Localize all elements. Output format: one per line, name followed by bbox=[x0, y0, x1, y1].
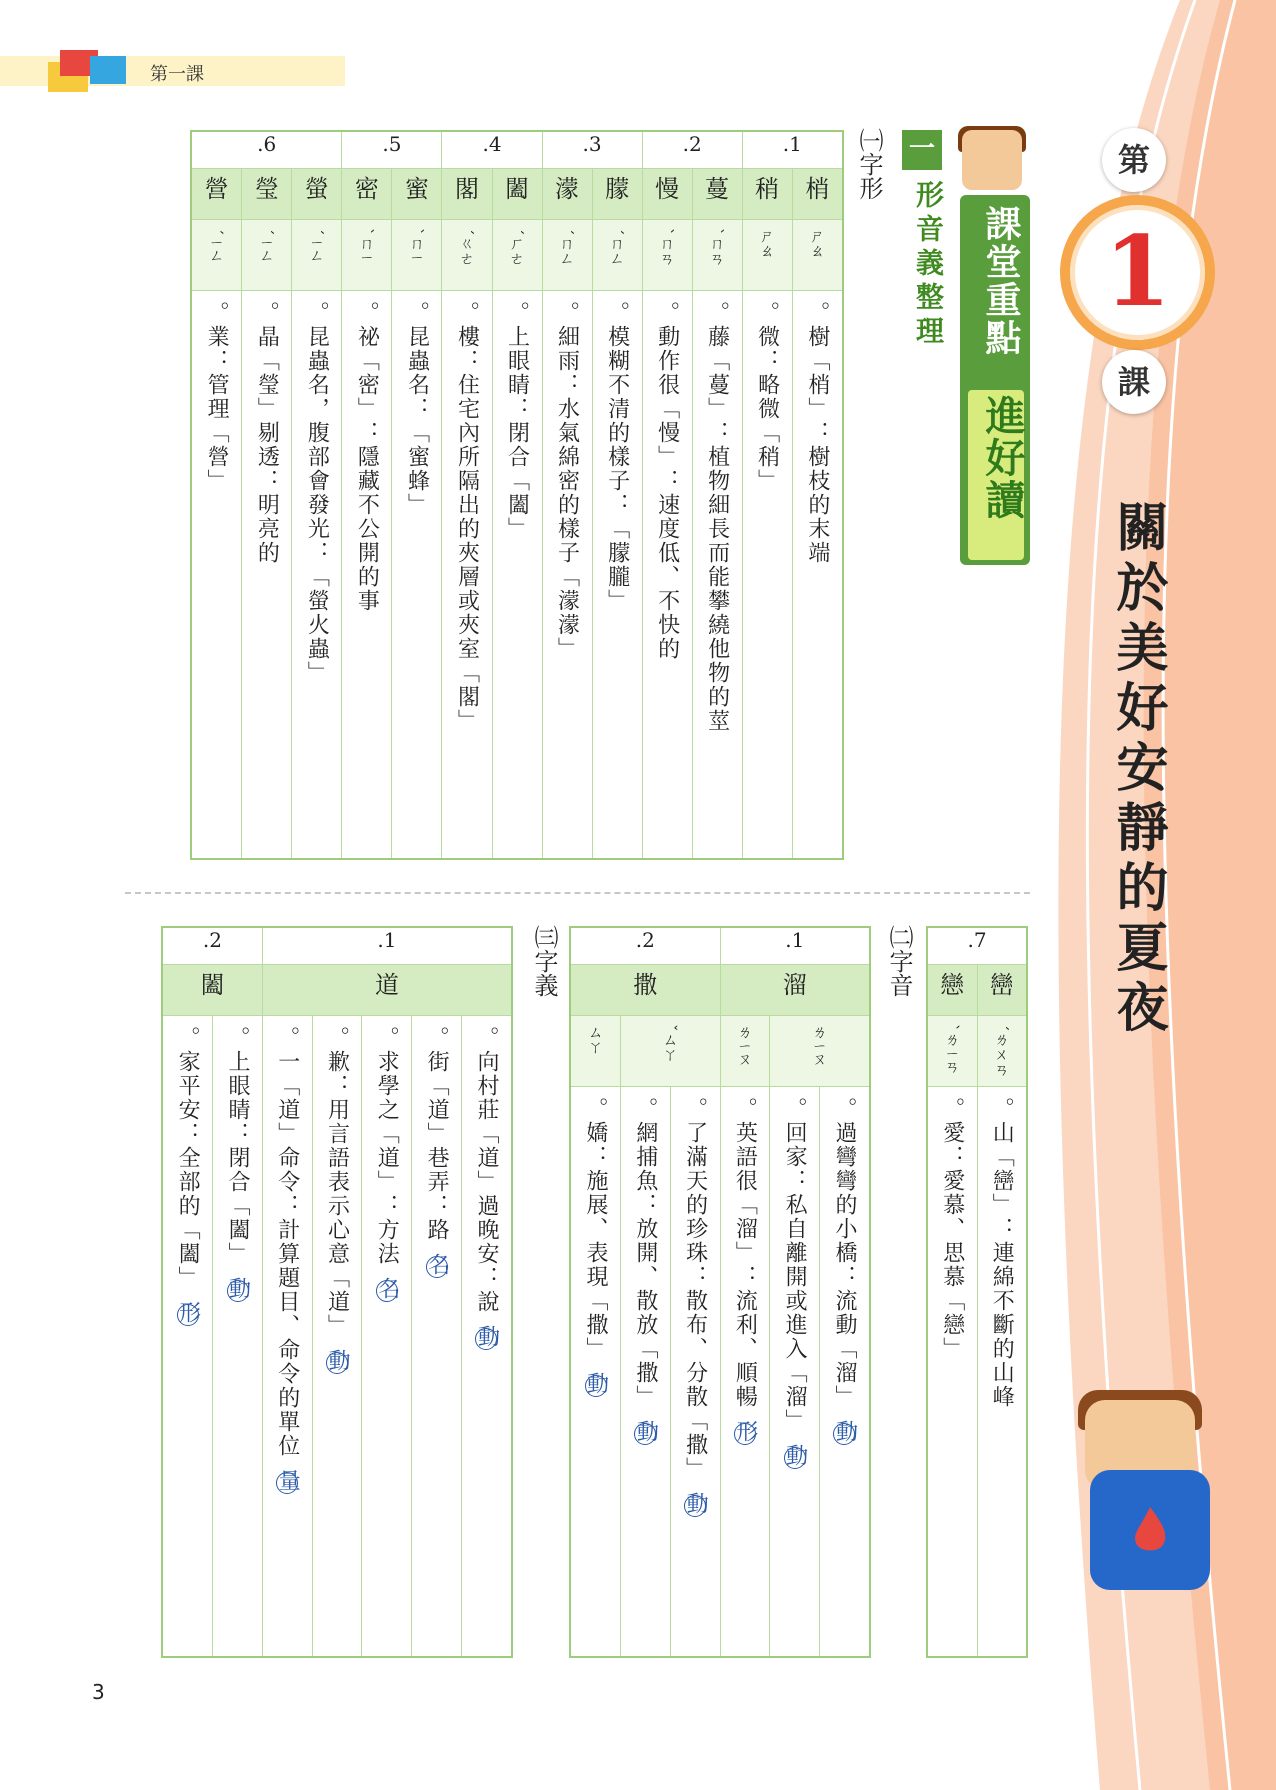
group-number: 3. bbox=[542, 131, 642, 169]
zhuyin: ㄇㄢˋ bbox=[707, 228, 726, 266]
zhuyin: ㄌㄧㄡ bbox=[735, 1024, 754, 1066]
character-cell: 密 bbox=[342, 169, 392, 220]
group-number: 2. bbox=[162, 927, 262, 965]
character-cell: 蜜 bbox=[392, 169, 442, 220]
example-text: 「蜜蜂」：昆蟲名。 bbox=[404, 301, 430, 517]
example-text: 「溜」回家：私自離開或進入。 bbox=[782, 1097, 808, 1433]
title-di: 第 bbox=[1102, 128, 1166, 192]
example-cell bbox=[720, 1087, 770, 1658]
example-cell bbox=[392, 291, 442, 860]
zhuyin: ㄍㄜˊ bbox=[457, 228, 476, 266]
example-text: 一「道」命令：計算題目、命令的單位。 bbox=[274, 1026, 300, 1458]
example-cell bbox=[412, 1016, 462, 1658]
group-number: 2. bbox=[642, 131, 742, 169]
group-number: 1. bbox=[742, 131, 843, 169]
zhuyin: ㄙㄚˇ bbox=[660, 1024, 679, 1062]
example-cell bbox=[262, 1016, 312, 1658]
character-cell: 闔 bbox=[162, 965, 262, 1016]
character-cell: 道 bbox=[262, 965, 512, 1016]
zixing-table-7 bbox=[926, 926, 1028, 1658]
part-of-speech-badge: 動 bbox=[683, 1492, 709, 1516]
example-cell bbox=[292, 291, 342, 860]
character-cell: 蔓 bbox=[692, 169, 742, 220]
example-cell bbox=[819, 1087, 870, 1658]
zhuyin-cell bbox=[542, 220, 592, 291]
zhuyin: ㄇㄢˋ bbox=[657, 228, 676, 266]
divider bbox=[125, 892, 1030, 894]
example-text: 「螢火蟲」：昆蟲名，腹部會發光。 bbox=[304, 301, 330, 685]
character-cell: 稍 bbox=[742, 169, 792, 220]
zhuyin-cell bbox=[742, 220, 792, 291]
zhuyin-cell bbox=[692, 220, 742, 291]
example-cell bbox=[312, 1016, 362, 1658]
zhuyin-cell bbox=[191, 220, 242, 291]
example-cell bbox=[592, 291, 642, 860]
zhuyin: ㄇㄥˊ bbox=[557, 228, 576, 266]
example-text: 動作很「慢」：速度低、不快的。 bbox=[654, 301, 680, 661]
subsection-ziyin: ㈡字音 bbox=[885, 925, 913, 997]
zhuyin: ㄌㄧㄢˋ bbox=[942, 1024, 961, 1074]
zhuyin-cell bbox=[492, 220, 542, 291]
zhuyin: ㄙㄚ bbox=[586, 1024, 605, 1054]
group-number: 1. bbox=[720, 927, 870, 965]
zhuyin-cell bbox=[792, 220, 843, 291]
example-text: 樹「梢」：樹枝的末端。 bbox=[804, 301, 830, 565]
banner-title: 課堂重點 bbox=[980, 205, 1021, 357]
example-cell bbox=[621, 1087, 671, 1658]
example-text: 「溜」過彎彎的小橋：流動。 bbox=[831, 1097, 857, 1409]
example-text: 「稍」微：略微。 bbox=[754, 301, 780, 493]
zhuyin-cell bbox=[927, 1016, 977, 1087]
zhuyin-cell bbox=[342, 220, 392, 291]
group-number: 7. bbox=[927, 927, 1027, 965]
group-number: 5. bbox=[342, 131, 442, 169]
zhuyin-cell bbox=[442, 220, 492, 291]
zhuyin: ㄕㄠ bbox=[807, 228, 826, 258]
title-ke: 課 bbox=[1102, 350, 1166, 414]
example-text: 「戀」愛：愛慕、思慕。 bbox=[939, 1097, 965, 1361]
zhuyin-cell bbox=[242, 220, 292, 291]
example-cell bbox=[670, 1087, 720, 1658]
example-cell bbox=[492, 291, 542, 860]
character-cell: 朦 bbox=[592, 169, 642, 220]
example-text: 「撒」嬌：施展、表現。 bbox=[583, 1097, 609, 1361]
part-of-speech-badge: 動 bbox=[633, 1420, 659, 1444]
example-cell bbox=[162, 1016, 213, 1658]
zhuyin: ㄇㄥˊ bbox=[607, 228, 626, 266]
flame-icon bbox=[1128, 1505, 1172, 1555]
character-cell: 瑩 bbox=[242, 169, 292, 220]
zhuyin-cell bbox=[720, 1016, 770, 1087]
zhuyin: ㄧㄥˊ bbox=[307, 228, 326, 263]
example-cell bbox=[442, 291, 492, 860]
zhuyin-cell bbox=[770, 1016, 870, 1087]
zhuyin-cell bbox=[570, 1016, 621, 1087]
character-cell: 梢 bbox=[792, 169, 843, 220]
banner-subtitle: 進好讀 bbox=[979, 395, 1025, 521]
character-cell: 戀 bbox=[927, 965, 977, 1016]
example-cell bbox=[191, 291, 242, 860]
lego-bricks-icon bbox=[48, 46, 128, 96]
group-number: 1. bbox=[262, 927, 512, 965]
character-cell: 螢 bbox=[292, 169, 342, 220]
example-text: 晶「瑩」剔透：明亮的。 bbox=[254, 301, 280, 565]
character-cell: 營 bbox=[191, 169, 242, 220]
zixing-table bbox=[190, 130, 844, 860]
example-cell bbox=[242, 291, 292, 860]
character-cell: 慢 bbox=[642, 169, 692, 220]
example-cell bbox=[642, 291, 692, 860]
page-number: 3 bbox=[92, 1680, 105, 1704]
character-cell: 撒 bbox=[570, 965, 720, 1016]
example-text: 「濛濛」細雨：水氣綿密的樣子。 bbox=[554, 301, 580, 661]
example-cell bbox=[342, 291, 392, 860]
zhuyin-cell bbox=[592, 220, 642, 291]
part-of-speech-badge: 動 bbox=[474, 1325, 500, 1349]
example-text: 街「道」巷弄：路。 bbox=[424, 1026, 450, 1242]
zhuyin: ㄌㄧㄡ bbox=[810, 1024, 829, 1066]
zhuyin: ㄇㄧˋ bbox=[357, 228, 376, 263]
lesson-title: 關於美好安靜的夏夜 bbox=[1107, 500, 1167, 1040]
example-cell bbox=[792, 291, 843, 860]
character-cell: 溜 bbox=[720, 965, 870, 1016]
example-text: 祕「密」：隱藏不公開的事。 bbox=[354, 301, 380, 613]
zhuyin: ㄕㄠ bbox=[757, 228, 776, 258]
character-cell: 閣 bbox=[442, 169, 492, 220]
part-of-speech-badge: 形 bbox=[732, 1420, 758, 1444]
example-text: 「闔」上眼睛：閉合。 bbox=[225, 1026, 250, 1266]
part-of-speech-badge: 動 bbox=[583, 1372, 609, 1396]
zhuyin: ㄌㄨㄢˊ bbox=[992, 1024, 1011, 1077]
example-cell bbox=[570, 1087, 621, 1658]
example-cell bbox=[692, 291, 742, 860]
part-of-speech-badge: 名 bbox=[424, 1253, 450, 1277]
subsection-zixing: ㈠字形 bbox=[855, 128, 883, 200]
zhuyin-cell bbox=[292, 220, 342, 291]
section-title: 形音義整理 bbox=[912, 180, 945, 350]
example-text: 向村莊「道」過晚安：說。 bbox=[473, 1026, 499, 1314]
group-number: 2. bbox=[570, 927, 720, 965]
example-cell bbox=[542, 291, 592, 860]
part-of-speech-badge: 動 bbox=[782, 1444, 808, 1468]
example-text: 「道」歉：用言語表示心意。 bbox=[324, 1026, 350, 1338]
example-cell bbox=[362, 1016, 412, 1658]
ziyi-table bbox=[161, 926, 513, 1658]
example-text: 藤「蔓」：植物細長而能攀繞他物的莖。 bbox=[704, 301, 730, 733]
example-cell bbox=[770, 1087, 820, 1658]
part-of-speech-badge: 動 bbox=[225, 1277, 251, 1301]
part-of-speech-badge: 量 bbox=[275, 1469, 301, 1493]
zhuyin-cell bbox=[621, 1016, 720, 1087]
character-cell: 巒 bbox=[977, 965, 1027, 1016]
zhuyin: ㄧㄥˊ bbox=[207, 228, 226, 263]
character-cell: 闔 bbox=[492, 169, 542, 220]
example-cell bbox=[742, 291, 792, 860]
part-of-speech-badge: 動 bbox=[832, 1420, 858, 1444]
example-cell bbox=[213, 1016, 263, 1658]
zhuyin-cell bbox=[392, 220, 442, 291]
character-cell: 濛 bbox=[542, 169, 592, 220]
example-text: 「闔」家平安：全部的。 bbox=[175, 1026, 201, 1290]
example-cell bbox=[977, 1087, 1027, 1658]
example-text: 英語很「溜」：流利、順暢。 bbox=[732, 1097, 758, 1409]
example-text: 山「巒」：連綿不斷的山峰。 bbox=[989, 1097, 1015, 1409]
subsection-ziyi: ㈢字義 bbox=[530, 925, 558, 997]
zhuyin: ㄇㄧˋ bbox=[407, 228, 426, 263]
example-text: 「營」業：管理。 bbox=[204, 301, 230, 493]
lesson-number: 1 bbox=[1104, 215, 1171, 328]
zhuyin-cell bbox=[977, 1016, 1027, 1087]
section-marker: 一 bbox=[902, 130, 942, 170]
example-text: 求學之「道」：方法。 bbox=[374, 1026, 400, 1266]
zhuyin-cell bbox=[642, 220, 692, 291]
example-text: 「撒」網捕魚：放開、散放。 bbox=[632, 1097, 658, 1409]
example-text: 「闔」上眼睛：閉合。 bbox=[504, 301, 530, 541]
ziyin-table bbox=[569, 926, 871, 1658]
zhuyin: ㄧㄥˊ bbox=[257, 228, 276, 263]
example-text: 「閣」樓：住宅內所隔出的夾層或夾室。 bbox=[454, 301, 480, 733]
example-text: 「朦朧」：模糊不清的樣子。 bbox=[604, 301, 630, 613]
group-number: 6. bbox=[191, 131, 342, 169]
part-of-speech-badge: 形 bbox=[175, 1301, 201, 1325]
example-cell bbox=[461, 1016, 512, 1658]
example-text: 「撒」了滿天的珍珠：散布、分散。 bbox=[682, 1097, 708, 1481]
mascot-face-icon bbox=[962, 130, 1022, 190]
part-of-speech-badge: 名 bbox=[374, 1277, 400, 1301]
part-of-speech-badge: 動 bbox=[325, 1349, 351, 1373]
group-number: 4. bbox=[442, 131, 542, 169]
zhuyin: ㄏㄜˊ bbox=[507, 228, 526, 266]
lesson-label: 第一課 bbox=[150, 64, 204, 85]
example-cell bbox=[927, 1087, 977, 1658]
